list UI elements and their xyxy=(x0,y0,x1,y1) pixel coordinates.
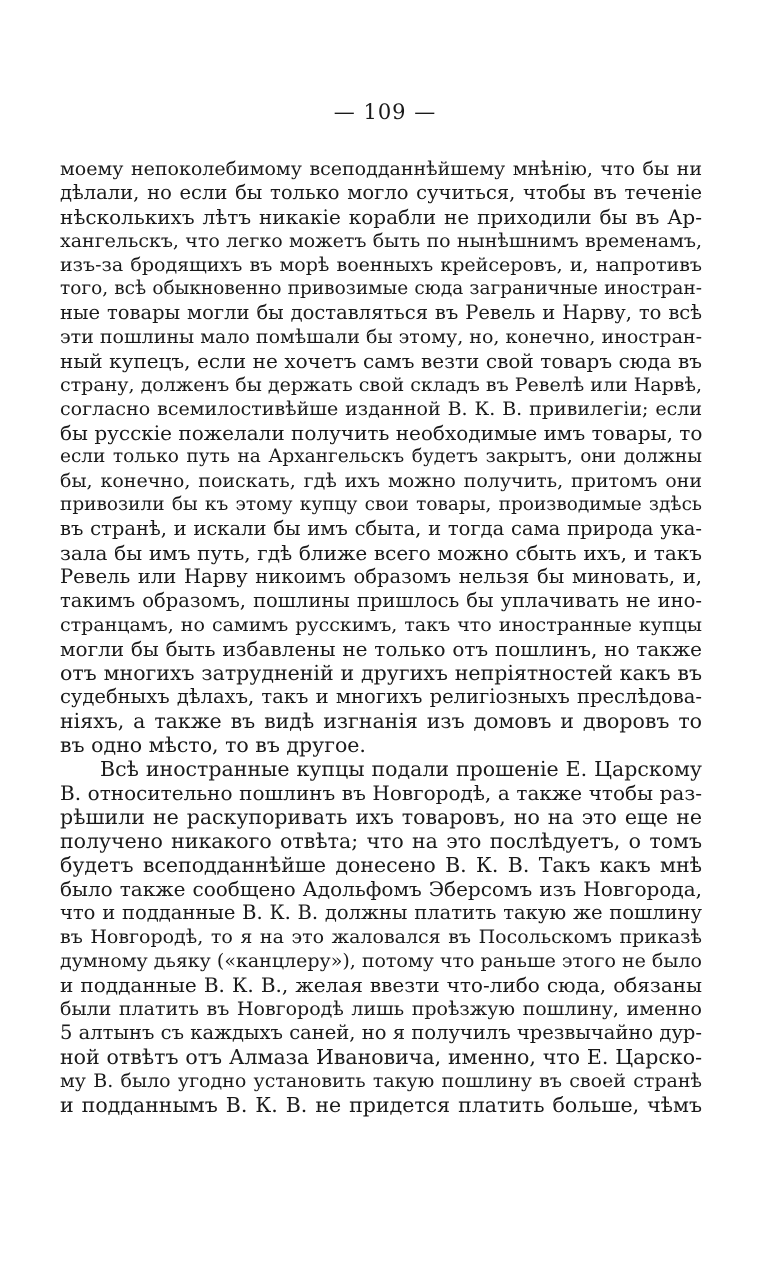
text-line: ный купецъ, если не хочетъ самъ везти свой товаръ сюда въ xyxy=(60,349,702,373)
text-line: было также сообщено Адольфомъ Эберсомъ изъ Новгорода, xyxy=(60,877,702,901)
page-number: — 109 — xyxy=(333,100,437,124)
text-line: странцамъ, но самимъ русскимъ, такъ что иностранные купцы xyxy=(60,614,702,636)
text-line: и подданные В. К. В., желая ввезти что-либо сюда, обязаны xyxy=(60,973,702,997)
text-line: Ревель или Нарву никоимъ образомъ нельзя бы миновать, и, xyxy=(60,565,702,588)
text-line: зала бы имъ путь, гдѣ ближе всего можно сбыть ихъ, и такъ xyxy=(60,541,702,565)
text-line: бы русскіе пожелали получить необходимые имъ товары, то xyxy=(60,421,702,445)
text-line: будетъ всеподданнѣйше донесено В. К. В. Такъ какъ мнѣ xyxy=(60,853,702,877)
body-text xyxy=(60,157,702,1117)
text-line: бы, конечно, поискать, гдѣ ихъ можно получить, притомъ они xyxy=(60,470,702,492)
text-line: ной отвѣтъ отъ Алмаза Ивановича, именно, что Е. Царско- xyxy=(60,1045,702,1069)
text-line: могли бы быть избавлены не только отъ пошлинъ, но также xyxy=(60,637,702,661)
text-line: въ Новгородѣ, то я на это жаловался въ Посольскомъ приказѣ xyxy=(60,926,702,948)
text-line: ніяхъ, а также въ видѣ изгнанія изъ домовъ и дворовъ то xyxy=(60,709,702,733)
paragraph-start-line: Всѣ иностранные купцы подали прошеніе Е. Царскому xyxy=(100,757,702,781)
text-line: судебныхъ дѣлахъ, такъ и многихъ религіозныхъ преслѣдова- xyxy=(60,685,702,708)
text-line: рѣшили не раскупоривать ихъ товаровъ, но на это еще не xyxy=(60,805,702,829)
text-line: привозили бы къ этому купцу свои товары, производимые здѣсь xyxy=(60,494,702,515)
text-line: были платить въ Новгородѣ лишь проѣзжую пошлину, именно xyxy=(60,998,702,1020)
text-line: того, всѣ обыкновенно привозимые сюда заграничные иностран- xyxy=(60,278,702,299)
text-line: В. относительно пошлинъ въ Новгородѣ, а также чтобы раз- xyxy=(60,781,702,805)
text-line: 5 алтынъ съ каждыхъ саней, но я получилъ чрезвычайно дур- xyxy=(60,1021,702,1044)
text-line: моему непоколебимому всеподданнѣйшему мнѣнію, что бы ни xyxy=(60,158,702,180)
text-line: если только путь на Архангельскъ будетъ закрытъ, они должны xyxy=(60,446,702,467)
text-line: хангельскъ, что легко можетъ быть по нынѣшнимъ временамъ, xyxy=(60,230,702,252)
text-line: изъ-за бродящихъ въ морѣ военныхъ крейсеровъ, и, напротивъ xyxy=(60,254,702,276)
text-line: согласно всемилостивѣйше изданной В. К. В. привилегіи; если xyxy=(60,398,702,420)
text-line: такимъ образомъ, пошлины пришлось бы уплачивать не ино- xyxy=(60,589,702,612)
text-line: ные товары могли бы доставляться въ Ревель и Нарву, то всѣ xyxy=(60,301,702,324)
text-line: нѣсколькихъ лѣтъ никакіе корабли не приходили бы въ Ар- xyxy=(60,205,702,229)
text-line: думному дьяку («канцлеру»), потому что раньше этого не было xyxy=(60,950,702,972)
text-line: страну, долженъ бы держать свой складъ въ Ревелѣ или Нарвѣ, xyxy=(60,374,702,396)
text-line: въ странѣ, и искали бы имъ сбыта, и тогда сама природа ука- xyxy=(60,517,702,540)
text-line: и подданнымъ В. К. В. не придется платить больше, чѣмъ xyxy=(60,1093,702,1117)
text-line: дѣлали, но если бы только могло сучиться, чтобы въ теченіе xyxy=(60,181,702,204)
text-line: му В. было угодно установить такую пошлину въ своей странѣ xyxy=(60,1070,702,1092)
text-line: эти пошлины мало помѣшали бы этому, но, конечно, иностран- xyxy=(60,326,702,348)
text-line: что и подданные В. К. В. должны платить такую же пошлину xyxy=(60,901,702,924)
paragraph-end-line: въ одно мѣсто, то въ другое. xyxy=(60,733,366,757)
text-line: отъ многихъ затрудненій и другихъ непріятностей какъ въ xyxy=(60,661,702,685)
text-line: получено никакого отвѣта; что на это послѣдуетъ, о томъ xyxy=(60,829,702,853)
